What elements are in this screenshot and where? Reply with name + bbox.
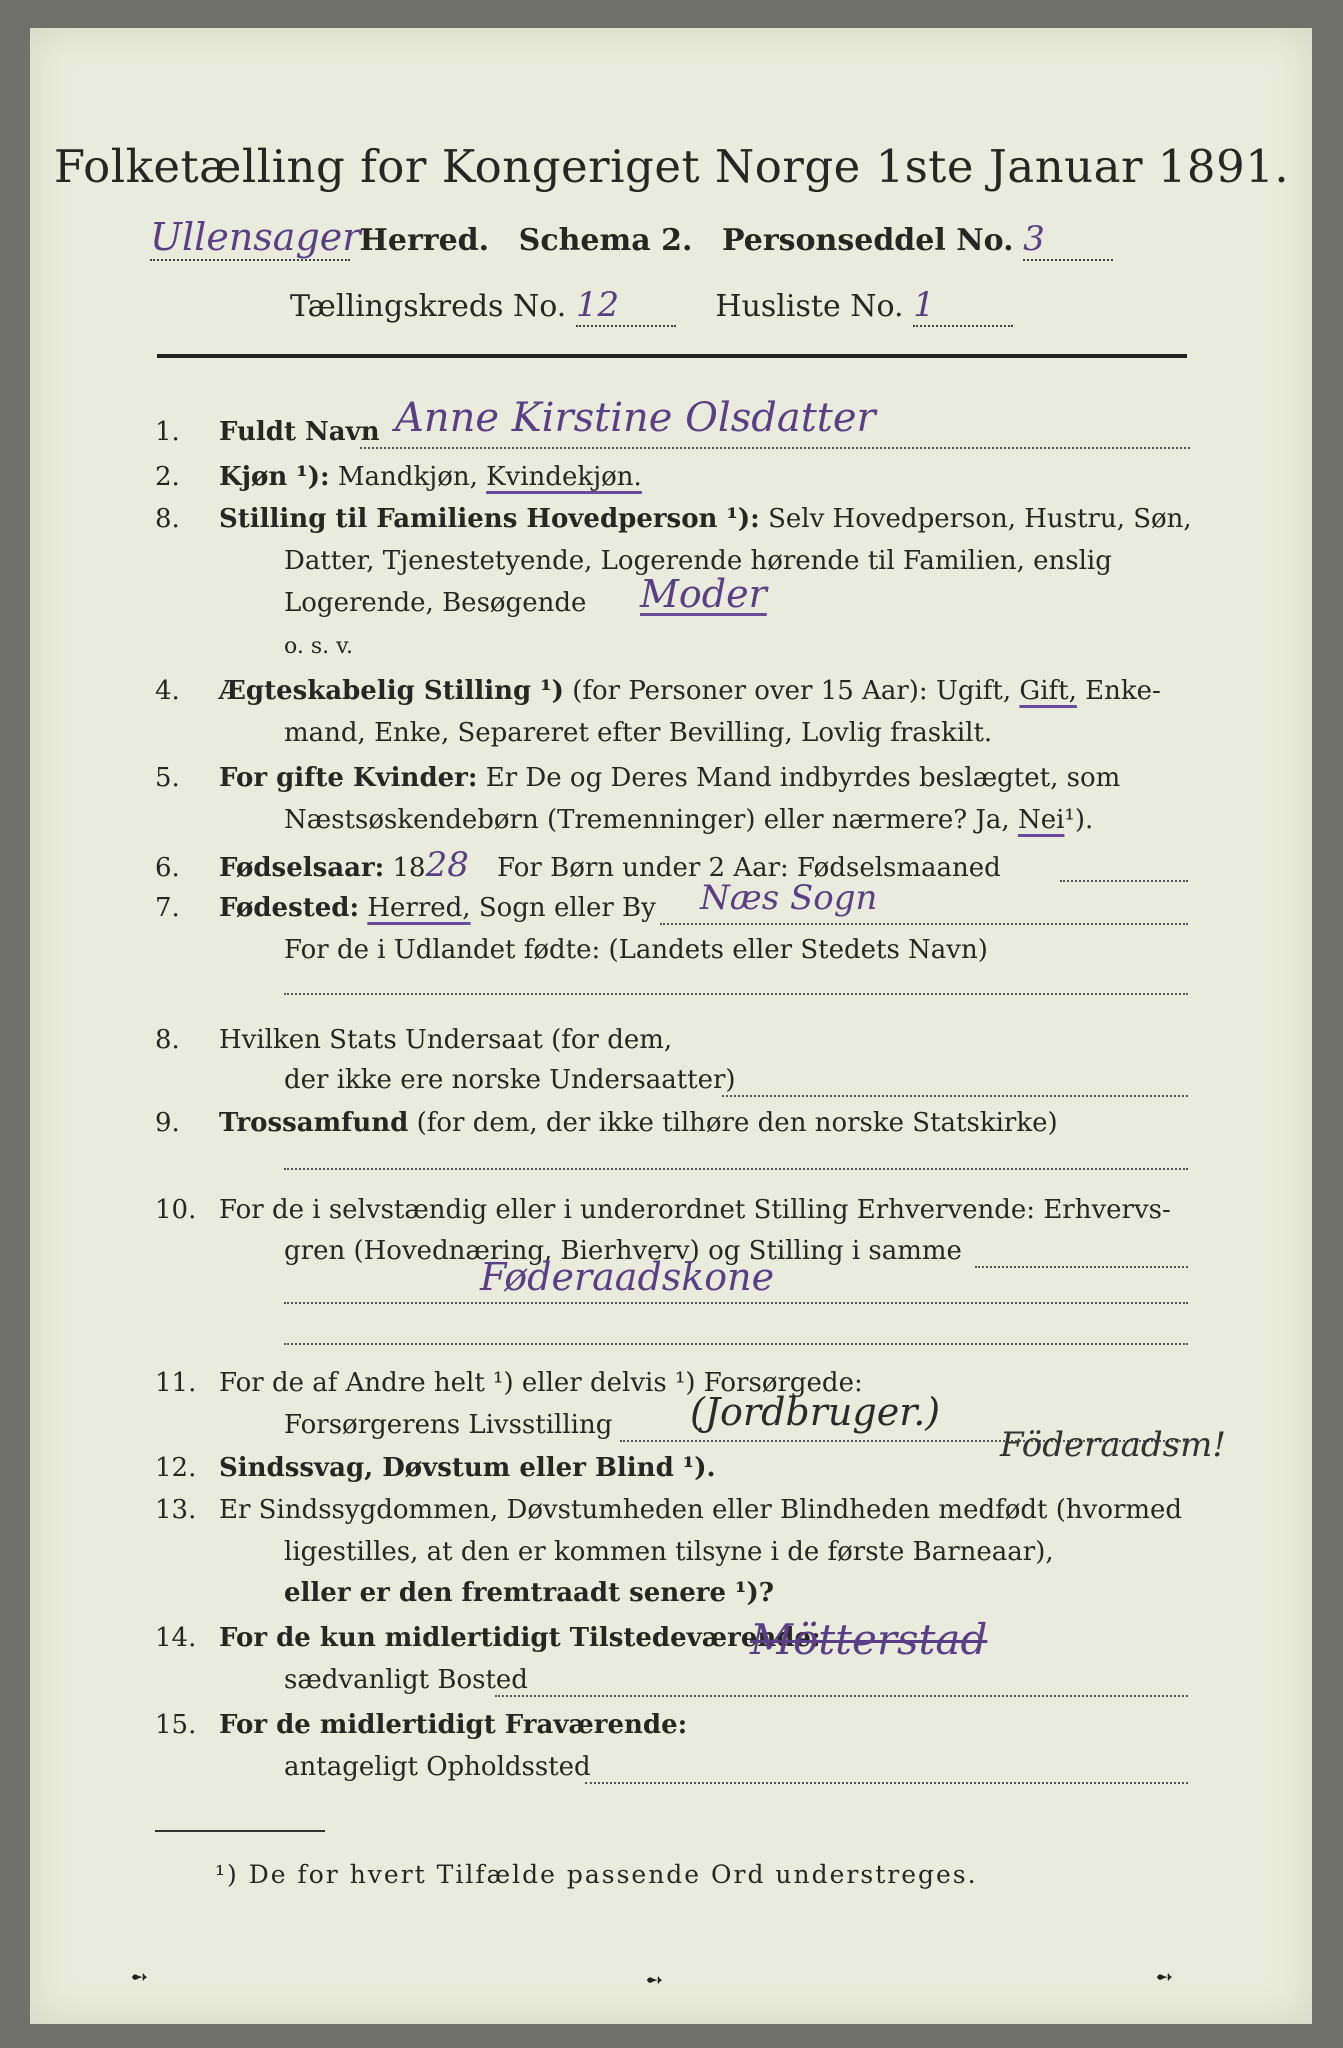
binding-mark-left: ➻: [130, 1965, 149, 1990]
q7-answer: Næs Sogn: [700, 878, 878, 918]
q6-answer-line: [1060, 880, 1188, 882]
husliste-label: Husliste No.: [715, 289, 904, 324]
question-7: 7. Fødested: Herred, Sogn eller By: [155, 893, 656, 923]
q15-answer-line: [585, 1782, 1188, 1784]
question-1: 1. Fuldt Navn: [155, 417, 380, 447]
herred-name: Ullensager: [150, 215, 361, 259]
q5-selected: Nei: [1017, 805, 1065, 835]
q7-selected: Herred,: [367, 893, 471, 923]
herred-label: Herred.: [359, 223, 490, 258]
herred-row: [150, 215, 1113, 261]
personseddel-number: 3: [1023, 219, 1113, 261]
tellingskreds-number: 12: [576, 285, 676, 327]
question-11: 11. For de af Andre helt ¹) eller delvis ¹) Forsørgede:: [155, 1368, 863, 1398]
q1-answer-line: [360, 447, 1190, 449]
q4-line2: mand, Enke, Separeret efter Bevilling, Lovlig fraskilt.: [284, 718, 993, 748]
q10-answer: Føderaadskone: [480, 1255, 775, 1299]
q10-answer-line-2: [284, 1302, 1188, 1304]
header-divider: [157, 354, 1187, 358]
q14-answer-line: [495, 1695, 1188, 1697]
q8-line2: der ikke ere norske Undersaatter): [284, 1065, 736, 1095]
q11-line2: Forsørgerens Livsstilling: [284, 1410, 613, 1440]
husliste-number: 1: [913, 285, 1013, 327]
q15-line2: antageligt Opholdssted: [284, 1752, 591, 1782]
q2-selected: Kvindekjøn.: [486, 462, 642, 492]
question-3: 8. Stilling til Familiens Hovedperson ¹): Selv Hovedperson, Hustru, Søn,: [155, 504, 1192, 534]
personseddel-label: Personseddel No.: [721, 223, 1014, 258]
question-13: 13. Er Sindssygdommen, Døvstumheden eller Blindheden medfødt (hvormed: [155, 1495, 1183, 1525]
question-5: 5. For gifte Kvinder: Er De og Deres Mand indbyrdes beslægtet, som: [155, 763, 1121, 793]
footnote: ¹) De for hvert Tilfælde passende Ord understreges.: [215, 1860, 978, 1889]
question-8: 8. Hvilken Stats Undersaat (for dem,: [155, 1025, 673, 1055]
question-12: 12. Sindssvag, Døvstum eller Blind ¹).: [155, 1453, 716, 1483]
q1-answer: Anne Kirstine Olsdatter: [395, 395, 876, 441]
question-6: 6. Fødselsaar: 1828 For Børn under 2 Aar: Fødselsmaaned: [155, 845, 1001, 885]
q14-answer: Mötterstad: [750, 1615, 988, 1664]
q13-line2: ligestilles, at den er kommen tilsyne i de første Barneaar),: [284, 1537, 1054, 1567]
q13-line3: eller er den fremtraadt senere ¹)?: [284, 1578, 774, 1608]
q14-line2: sædvanligt Bosted: [284, 1665, 528, 1695]
q3-line2: Datter, Tjenestetyende, Logerende hørende til Familien, enslig: [284, 546, 1112, 576]
footnote-divider: [155, 1830, 325, 1832]
form-title: Folketælling for Kongeriget Norge 1ste Januar 1891.: [53, 140, 1290, 193]
tellingskreds-label: Tællingskreds No.: [290, 289, 567, 324]
q11-answer: (Jordbruger.): [690, 1390, 941, 1434]
question-9: 9. Trossamfund (for dem, der ikke tilhøre den norske Statskirke): [155, 1108, 1058, 1138]
q7-extra-line: [284, 993, 1188, 995]
binding-mark-right: ➻: [1155, 1965, 1174, 1990]
question-2: 2. Kjøn ¹): Mandkjøn, Kvindekjøn.: [155, 462, 642, 492]
question-10: 10. For de i selvstændig eller i underordnet Stilling Erhvervende: Erhvervs-: [155, 1195, 1171, 1225]
q10-line2: gren (Hovednæring, Bierhverv) og Stilling i samme: [284, 1236, 962, 1266]
q7-line2: For de i Udlandet fødte: (Landets eller Stedets Navn): [284, 935, 988, 965]
q10-answer-line-3: [284, 1343, 1188, 1345]
q10-answer-line-1: [975, 1266, 1188, 1268]
tellingskreds-row: [290, 285, 1013, 327]
q3-line4: o. s. v.: [284, 634, 353, 659]
q3-answer: Moder: [640, 572, 767, 616]
q9-answer-line: [284, 1168, 1188, 1170]
q3-line3: Logerende, Besøgende: [284, 588, 587, 618]
q6-year: 28: [425, 845, 469, 885]
question-14: 14. For de kun midlertidigt Tilstedeværende:: [155, 1623, 821, 1653]
q4-selected: Gift,: [1019, 676, 1077, 706]
binding-mark-center: ➻: [645, 1968, 664, 1993]
q12-answer: Föderaadsm!: [1000, 1425, 1226, 1465]
question-4: 4. Ægteskabelig Stilling ¹) (for Personer over 15 Aar): Ugift, Gift, Enke-: [155, 676, 1161, 706]
q8-answer-line: [722, 1095, 1188, 1097]
q5-line2: Næstsøskendebørn (Tremenninger) eller nærmere? Ja, Nei¹).: [284, 805, 1094, 835]
q7-answer-line: [660, 923, 1188, 925]
schema-label: Schema 2.: [518, 223, 693, 258]
question-15: 15. For de midlertidigt Fraværende:: [155, 1710, 688, 1740]
